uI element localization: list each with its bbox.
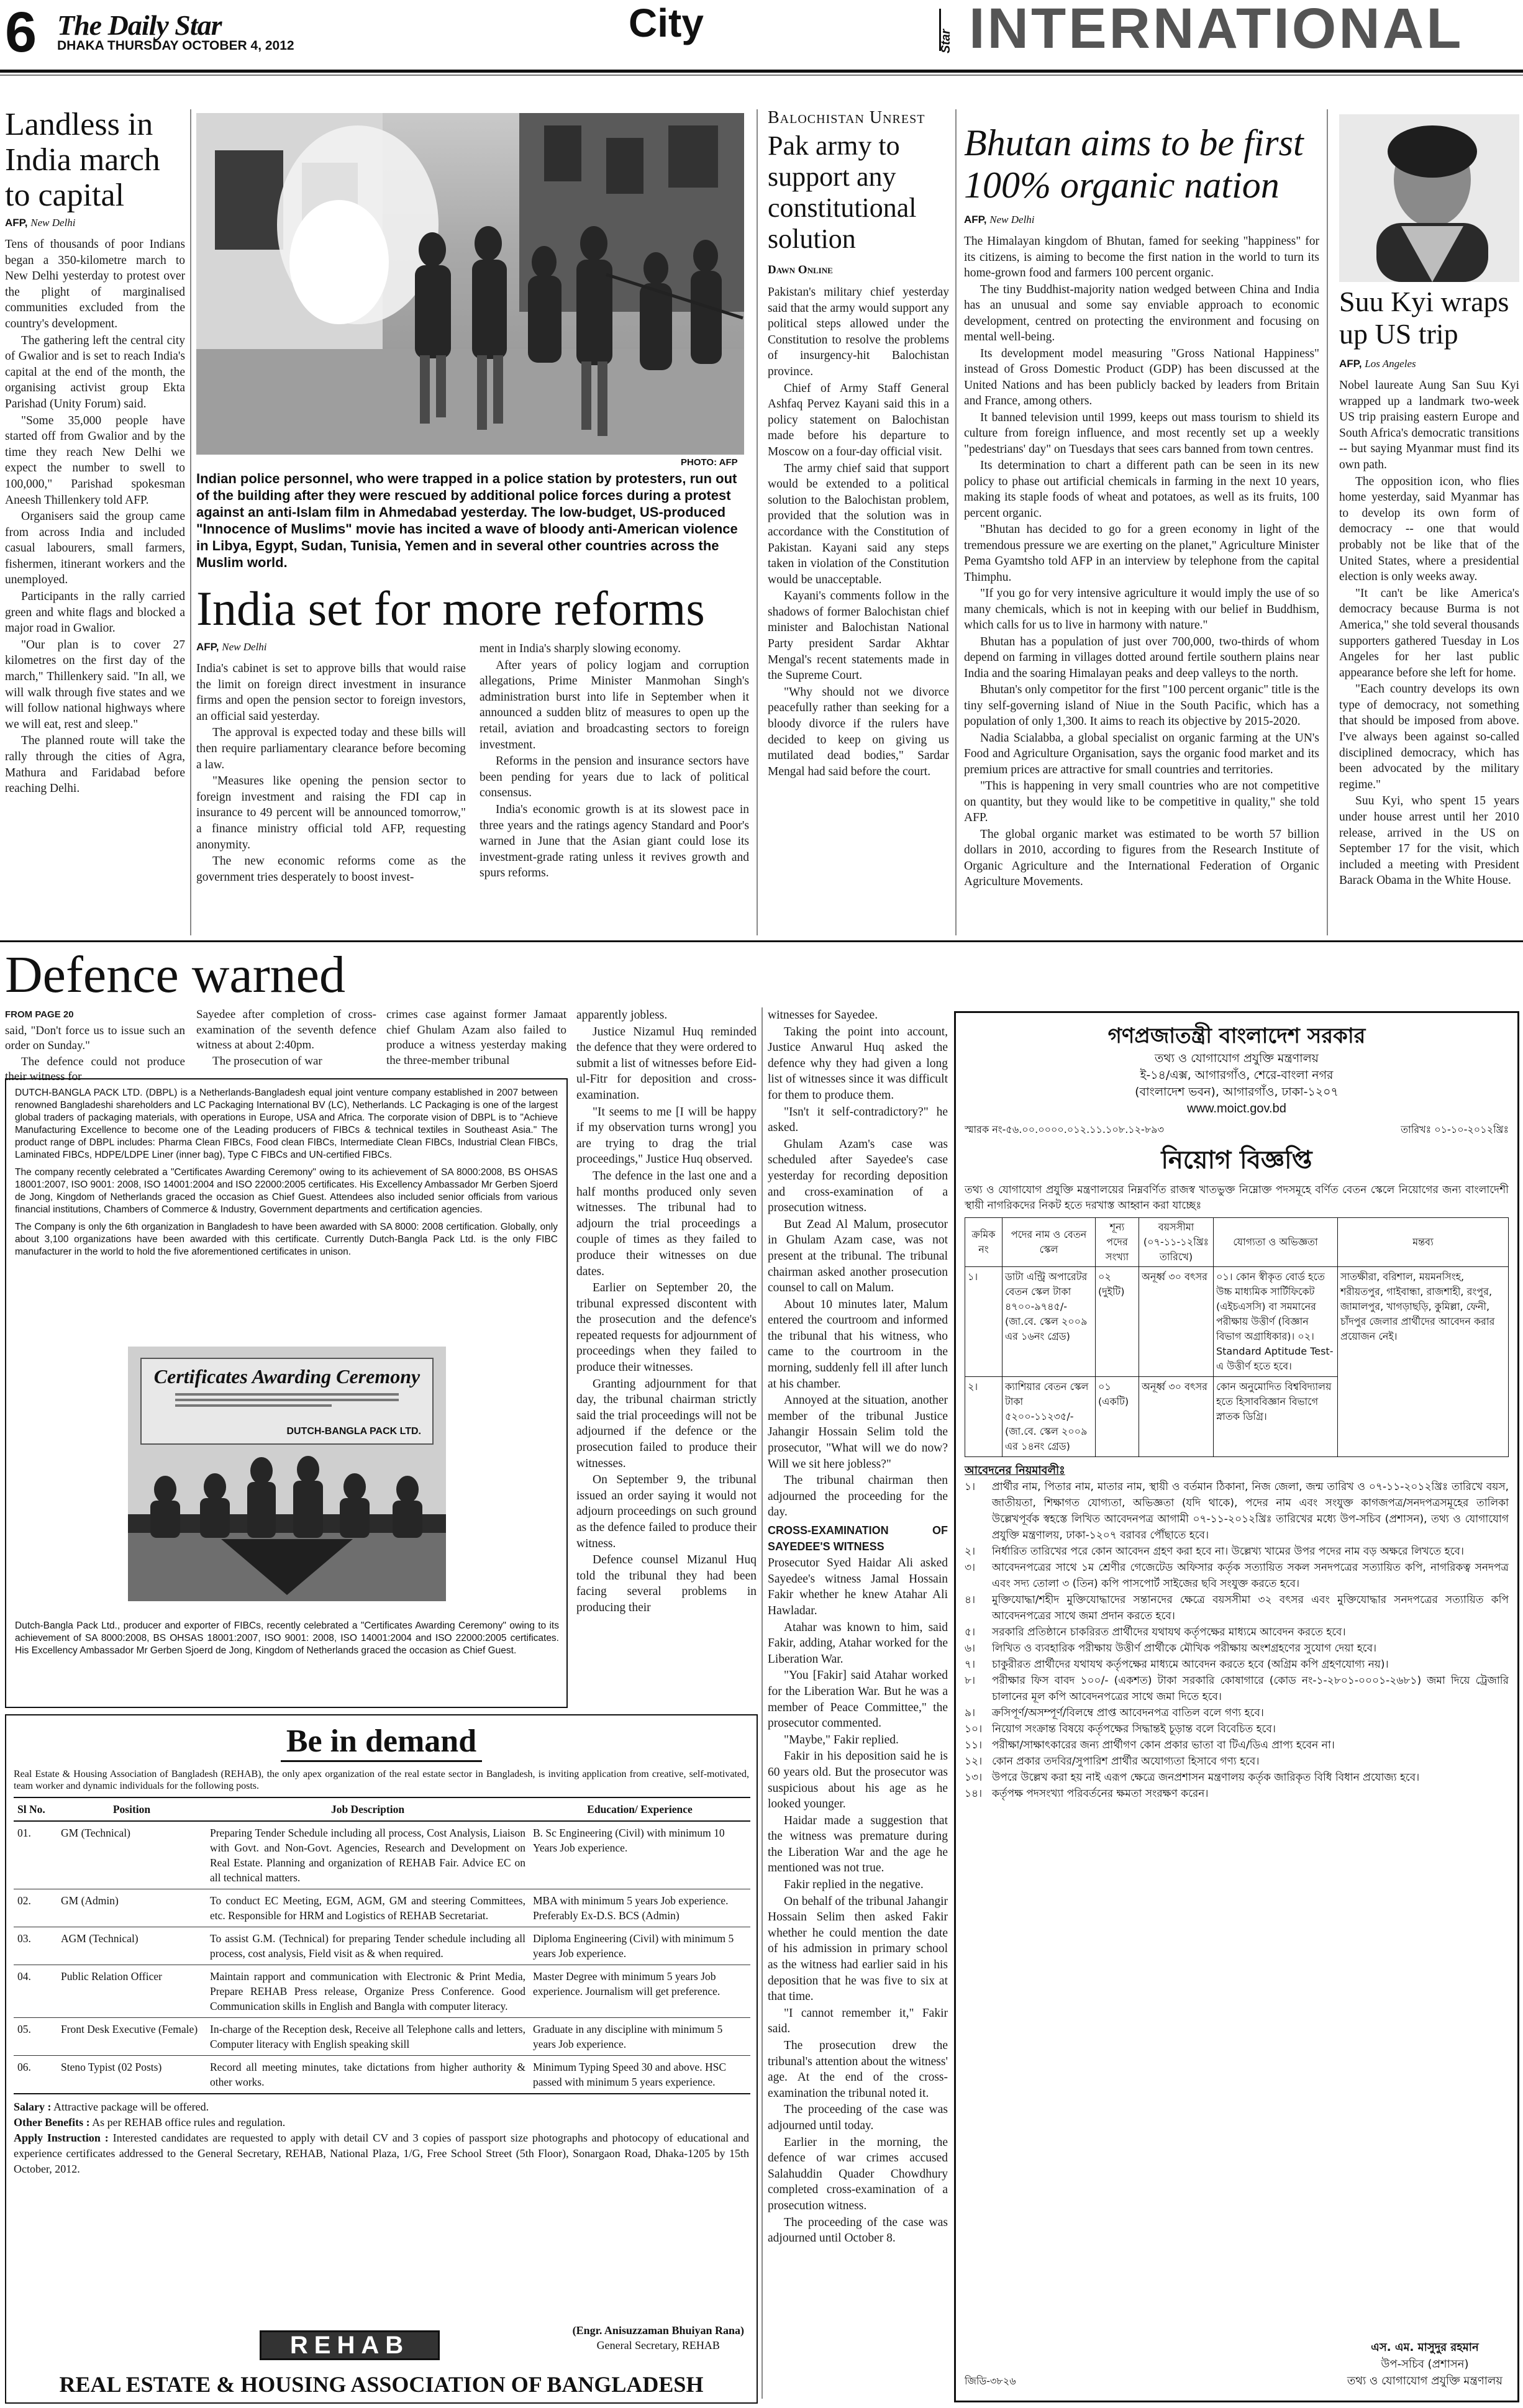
paragraph: Granting adjournment for that day, the tribunal chairman strictly said the trial proceedings will not be adjourned if the defence or the prosecution failed to produce their witnesses. [576,1377,757,1470]
body-suukyi [1339,378,1519,889]
col-header: ক্রমিক নং [965,1218,1002,1267]
news-photo-suukyi [1339,114,1519,282]
paragraph: "Isn't it self-contradictory?" he asked. [768,1105,948,1135]
portrait-illustration [1339,114,1519,282]
cell-edu: MBA with minimum 5 years Job experience. Preferably Ex-D.S. BCS (Admin) [533,1894,729,1922]
table-row [14,1927,750,1965]
notice-title: নিয়োগ বিজ্ঞপ্তি [1161,1146,1312,1174]
memo-date: তারিখঃ ০১-১০-২০১২খ্রিঃ [1401,1124,1509,1135]
paragraph: "You [Fakir] said Atahar worked for the Liberation War. But he was a member of Peace Committee," the prosecutor commented. [768,1669,948,1730]
cell-edu: Diploma Engineering (Civil) with minimum 5 years Job experience. [533,1932,734,1960]
rule-item: ১৩। উপরে উল্লেখ করা হয় নাই এরূপ ক্ষেত্রে জনপ্রশাসন মন্ত্রণালয় কর্তৃক জারিকৃত বিধি বিধান প্রযোজ্য হবে। [965,1771,1420,1784]
masthead [0,0,1523,101]
headline-reforms: India set for more reforms [196,581,705,635]
table-header-row [14,1797,750,1821]
paragraph: On September 9, the tribunal issued an order saying it would not adjourn proceedings on such ground as the defence failed to produce their witness. [576,1473,757,1550]
paragraph: "Each country develops its own type of democracy, not something that should be imposed from above. I've always been against so-called disciplined democracy, which has been advocated by the military regime." [1339,683,1519,791]
cell-post: ক্যাশিয়ার বেতন স্কেল টাকা ৫২০০-১১২৩৫/- (জা.বে. স্কেল ২০০৯ এর ১৪নং গ্রেড) [1002,1377,1096,1457]
rule-item: ১। প্রার্থীর নাম, পিতার নাম, মাতার নাম, স্থায়ী ও বর্তমান ঠিকানা, নিজ জেলা, জন্ম তারিখ ও ০৭-১১-২০১২খ্রিঃ তারিখে বয়স, জাতীয়তা, শিক্ষাগত যোগ্যতা, অভিজ্ঞতা (যদি থাকে), পদের নাম এবং সংযুক্ত কাগজপত্র/সনদপত্রসমূহের তালিকা উল্লেখপূর্বক স্বহস্তে লিখিত আবেদনপত্র আগামী ০৭-১১-২০১২খ্রিঃ তারিখের মধ্যে উপ-সচিব (প্রশাসন), তথ্য ও যোগাযোগ প্রযুক্তি মন্ত্রণালয়, ঢাকা-১২০৭ বরাবর পৌঁছাতে হবে। [965,1481,1509,1542]
table-row [965,1267,1509,1377]
govt-ministry: তথ্য ও যোগাযোগ প্রযুক্তি মন্ত্রণালয় [1155,1052,1319,1065]
paragraph: The gathering left the central city of Gwalior and is set to reach India's capital at the end of the month, the organising activist group Ekta Parishad (Unity Forum) said. [5,334,185,411]
byline-agency: AFP, [964,214,987,225]
rule-item: ৩। আবেদনপত্রের সাথে ১ম শ্রেণীর গেজেটেড অফিসার কর্তৃক সত্যায়িত সকল সনদপত্রের সত্যায়িত কপি, নাগরিকত্ব সনদপত্র এবং সদ্য তোলা ৩ (তিন) কপি পাসপোর্ট সাইজের ছবি সংযুক্ত করতে হবে। [965,1561,1509,1590]
table-row [14,2056,750,2094]
rule-item: ৪। মুক্তিযোদ্ধা/শহীদ মুক্তিযোদ্ধাদের সন্তানদের ক্ষেত্রে বয়সসীমা ৩২ বৎসর এবং মুক্তিযোদ্ধার সনদপত্রের সত্যায়িত কপি আবেদনপত্রের সাথে জমা প্রদান করতে হবে। [965,1594,1509,1622]
rule-item: ১০। নিয়োগ সংক্রান্ত বিষয়ে কর্তৃপক্ষের সিদ্ধান্তই চূড়ান্ত বলে বিবেচিত হবে। [965,1723,1276,1735]
col-header-sl: Sl No. [17,1803,45,1815]
paragraph: "It can't be like America's democracy because Burma is not America," she told several thousands supporters gathered Tuesday in Los Angeles for her last public appearance before she left for home. [1339,586,1519,679]
byline-place: New Delhi [222,641,267,653]
body-reforms-col2 [480,641,749,886]
star-mark-label: Star [939,29,953,53]
column-divider [762,1007,763,2399]
paragraph: Suu Kyi, who spent 15 years under house arrest until her 2010 release, arrived in the US on September 17 for the visit, which included a meeting with President Barack Obama in the White House. [1339,794,1519,888]
masthead-rule-thin [0,75,1523,76]
paragraph: Kayani's comments follow in the shadows of former Balochistan chief minister and Balochistan National Party president Sardar Akhtar Mengal's recent statements made in the Supreme Court. [768,589,949,683]
rehab-title-underline [281,1760,482,1762]
paragraph: Justice Nizamul Huq reminded the defence that they were ordered to submit a list of witnesses before Eid-ul-Fitr for deposition and cross-examination. [576,1025,757,1102]
benefits-line [14,2115,749,2130]
salary-line [14,2099,749,2115]
paragraph: India's economic growth is at its slowest pace in three years and the ratings agency Standard and Poor's warned in June that the Asian giant could lose its investment-grade rating unless it revives growth and spurs reforms. [480,802,749,880]
table-row [14,2018,750,2056]
paragraph: About 10 minutes later, Malum entered the courtroom and informed the tribunal that his witness, who came to the courtroom in the morning, suddenly fell ill after lunch at his chamber. [768,1297,948,1391]
defence-top-col3 [386,1007,566,1069]
paragraph: After years of policy logjam and corruption allegations, Prime Minister Manmohan Singh's administration burst into life in September when it announced a sudden blitz of measures to open up the retail, aviation and broadcasting sectors to foreign investment. [480,658,749,752]
police-photo-illustration [196,113,744,455]
cell-position: GM (Admin) [61,1894,119,1907]
paragraph: The Himalayan kingdom of Bhutan, famed for seeking "happiness" for its citizens, is aiming to become the first nation in the world to turn its home-grown food and farmers 100 percent organic. [964,235,1319,279]
headline-suukyi: Suu Kyi wraps up US trip [1339,286,1509,350]
banner-title: Certificates Awarding Ceremony [153,1365,421,1388]
star-mark [939,9,962,51]
rehab-title: Be in demand [286,1724,477,1759]
paragraph: "Why should not we divorce peacefully rather than seeking for a bloody divorce if the rulers have decided to keep on giving us mutilated dead bodies," Sardar Mengal had said before the court. [768,685,949,778]
paragraph: India's cabinet is set to approve bills that would raise the limit on foreign direct investment in insurance firms and open the pension sector to foreign investors, an official said yesterday. [196,662,466,723]
column-divider [757,109,758,935]
rehab-intro: Real Estate & Housing Association of Bangladesh (REHAB), the only apex organization of the real estate sector in Bangladesh, is inviting application from creative, self-motivated, team worker and dynamic individuals for the following posts. [14,1769,749,1791]
col-header-position: Position [112,1803,151,1815]
paragraph: "If you go for very intensive agriculture it would imply the use of so many chemicals, which is not in keeping with our belief in Buddhism, which calls for us to live in harmony with nature." [964,587,1319,632]
photo-caption: Indian police personnel, who were trapped in a police station by protesters, run out of the building after they were rescued by additional police forces during a protest against an anti-Islam film in Ahmedabad yesterday. The low-budget, US-produced "Innocence of Muslims" movie has incited a wave of bloody anti-American violence in Libya, Egypt, Sudan, Tunisia, Yemen and in several other countries across the Muslim world. [196,471,738,570]
rehab-logo: REHAB [260,2330,440,2360]
byline-place: New Delhi [30,217,76,229]
salary-label: Salary : [14,2101,52,2113]
paragraph: Its development model measuring "Gross National Happiness" instead of Gross Domestic Product (GDP) has been discussed at the United Nations and has been publicly backed by leaders from Britain and France, among others. [964,347,1319,407]
signatory-title: General Secretary, REHAB [596,2339,720,2351]
paragraph: The new economic reforms come as the government tries desperately to boost invest- [196,855,466,884]
apply-label: Apply Instruction : [14,2132,109,2144]
rule-item: ৯। ক্রসিপূর্ণ/অসম্পূর্ণ/বিলম্বে প্রাপ্ত আবেদনপত্র বাতিল বলে গণ্য হবে। [965,1707,1264,1719]
paragraph: Reforms in the pension and insurance sectors have been pending for years due to lack of political consensus. [480,755,749,800]
rules-title: আবেদনের নিয়মাবলীঃ [965,1464,1065,1477]
article-landless [5,107,185,933]
byline-agency: AFP, [196,641,219,653]
column-divider [190,109,191,935]
table-row [14,1889,750,1927]
defence-col4 [576,1007,757,1709]
benefits-value: As per REHAB office rules and regulation. [92,2116,286,2129]
paragraph: Fakir in his deposition said he is 60 years old. But the prosecutor was suspicious about his age as he looked younger. [768,1750,948,1811]
govt-address-1: ই-১৪/এক্স, আগারগাঁও, শেরে-বাংলা নগর [1140,1068,1334,1082]
salary-value: Attractive package will be offered. [53,2101,209,2113]
cell-age: অনূর্ধ্ব ৩০ বৎসর [1139,1267,1214,1377]
rehab-footer: REAL ESTATE & HOUSING ASSOCIATION OF BANGLADESH [59,2372,704,2397]
byline-agency: AFP, [5,217,28,229]
cell-sl: ২। [965,1377,1002,1457]
col-header: মন্তব্য [1338,1218,1509,1267]
paragraph: Ghulam Azam's case was scheduled after Sayedee's case yesterday for recording deposition and cross-examination of a prosecution witness. [768,1137,948,1215]
paragraph: said, "Don't force us to issue such an order on Sunday." [5,1024,185,1052]
cell-job: Maintain rapport and communication with Electronic & Print Media, Prepare REHAB Press release, Organize Press Conference. Good Communication skills in English and Bangla with computer literacy. [210,1970,525,2012]
rule-item: ১২। কোন প্রকার তদবির/সুপারিশ প্রার্থীর অযোগ্যতা হিসাবে গণ্য হবে। [965,1755,1260,1768]
masthead-rule [0,70,1523,73]
paragraph: Nobel laureate Aung San Suu Kyi wrapped up a landmark two-week US trip praising eastern Europe and South Africa's democratic transitions -- but saying Myanmar must find its own path. [1339,379,1519,471]
govt-website[interactable]: www.moict.gov.bd [1187,1102,1286,1115]
article-suukyi [1339,286,1519,938]
cell-job: To assist G.M. (Technical) for preparing Tender schedule including all process, cost analysis, Field visit as & when required. [210,1932,525,1960]
cell-note: সাতক্ষীরা, বরিশাল, ময়মনসিংহ, শরীয়তপুর, গাইবান্ধা, রাজশাহী, রংপুর, জামালপুর, খাগড়াছড়ি, কুমিল্লা, ফেনী, চাঁদপুর জেলার প্রার্থীদের আবেদন করার প্রয়োজন নেই। [1338,1267,1509,1457]
rule-item: ১৪। কর্তৃপক্ষ পদসংখ্যা পরিবর্তনের ক্ষমতা সংরক্ষণ করেন। [965,1788,1209,1800]
byline-suukyi [1339,358,1519,370]
benefits-label: Other Benefits : [14,2116,90,2129]
cell-sl: ১। [965,1267,1002,1377]
signer-name: এস. এম. মাসুদুর রহমান [1371,2341,1479,2354]
body-landless [5,237,185,797]
paragraph: The global organic market was estimated to be worth 57 billion dollars in 2010, according to figures from the Research Institute of Organic Agriculture and the International Federation of Organic Agriculture Movements. [964,827,1319,888]
cell-edu: Minimum Typing Speed 30 and above. HSC passed with minimum 5 years experience. [533,2061,727,2088]
signer-ministry: তথ্য ও যোগাযোগ প্রযুক্তি মন্ত্রণালয় [1347,2374,1503,2388]
paragraph: Organisers said the group came from across India and included casual labourers, small farmers, fishermen, itinerant workers and the unemployed. [5,510,185,587]
memo-number: স্মারক নং-৫৬.০০.০০০০.০১২.১১.১০৮.১২-৮৯৩ [965,1124,1165,1135]
paragraph: It banned television until 1999, keeps out mass tourism to shield its culture from foreign influence, and most recently set up a weekly "pedestrians' day" on Tuesdays that sees cars banned from town centres. [964,411,1319,456]
paragraph: Taking the point into account, Justice Anwarul Huq asked the defence why they had given a long list of witnesses since it was difficult for them to produce them. [768,1025,948,1102]
byline-place: Los Angeles [1365,358,1416,370]
dfp-code: জিডি-৩৮২৬ [965,2375,1016,2387]
article-bhutan [964,122,1319,935]
paragraph: Earlier on September 20, the tribunal expressed discontent with the prosecution and the defence's repeated requests for adjournment of proceedings when they failed to produce their witnesses. [576,1281,757,1374]
paragraph: Haidar made a suggestion that the witness was premature during the Liberation War and the age he mentioned was not true. [768,1814,948,1875]
paragraph: Participants in the rally carried green and white flags and blocked a major road in Gwalior. [5,590,185,635]
article-reforms [196,583,750,937]
cell-edu: Graduate in any discipline with minimum 5 years Job experience. [533,2023,723,2050]
paper-name: The Daily Star [57,9,222,41]
byline-landless [5,217,185,229]
cell-qual: কোন অনুমোদিত বিশ্ববিদ্যালয় হতে হিসাববিজ্ঞান বিভাগে স্নাতক ডিগ্রি। [1214,1377,1338,1457]
body-bhutan [964,234,1319,890]
paragraph: "I cannot remember it," Fakir said. [768,2006,948,2036]
headline-bhutan: Bhutan aims to be first 100% organic nation [964,122,1304,206]
byline-reforms [196,641,466,653]
cell-sl: 06. [17,2061,31,2073]
memo-line [965,1121,1509,1138]
cell-count: ০২ (দুইটি) [1096,1267,1139,1377]
paragraph: "Some 35,000 people have started off from Gwalior and by the time they reach New Delhi we expect the number to swell to 100,000," Parishad spokesman Aneesh Thillenkery told AFP. [5,414,185,507]
cell-job: To conduct EC Meeting, EGM, AGM, GM and steering Committees, etc. Responsible for HRM and Logistics of REHAB Secretariat. [210,1894,525,1922]
rehab-job-table [14,1797,750,2094]
cell-count: ০১ (একটি) [1096,1377,1139,1457]
paragraph: apparently jobless. [576,1009,668,1022]
paragraph: ment in India's sharply slowing economy. [480,642,681,655]
section-rule [0,940,1523,942]
cell-position: Steno Typist (02 Posts) [61,2061,162,2073]
cell-position: GM (Technical) [61,1827,130,1839]
dbl-ad-text [15,1087,558,1258]
paragraph: The opposition icon, who flies home yesterday, said Myanmar has to develop its own form of democracy -- one that would probably not be like that of the United States, where a presidential election is only weeks away. [1339,475,1519,584]
govt-signer [1347,2339,1503,2389]
byline-agency: AFP, [1339,358,1362,370]
paragraph: The tribunal chairman then adjourned the proceeding for the day. [768,1474,948,1519]
ceremony-people-illustration [128,1446,446,1601]
paragraph: Sayedee after completion of cross-examination of the seventh defence witness at about 2:40pm. [196,1008,376,1052]
kicker-balochistan: Balochistan Unrest [768,108,925,127]
rule-item: ৫। সরকারি প্রতিষ্ঠানে চাকরিরত প্রার্থীদের যথাযথ কর্তৃপক্ষের মাধ্যমে আবেদন করতে হবে। [965,1626,1346,1638]
paragraph: "Bhutan has decided to go for a green economy in light of the tremendous pressure we are exerting on the planet," Agriculture Minister Pema Gyamtsho told AFP in an interview by telephone from the capital Thimphu. [964,523,1319,584]
paragraph: Nadia Scialabba, a global specialist on organic farming at the UN's Food and Agriculture Organisation, says the organic food market and its premium prices are attractive for small countries and territories. [964,731,1319,776]
paragraph: "Measures like opening the pension sector to foreign investment and raising the FDI cap in insurance to 49 percent will be announced tomorrow," a finance ministry official told AFP, requesting anonymity. [196,775,466,852]
ad-govt-recruitment [954,1011,1519,2402]
cell-post: ডাটা এন্ট্রি অপারেটর বেতন স্কেল টাকা ৪৭০০-৯৭৪৫/- (জা.বে. স্কেল ২০০৯ এর ১৬নং গ্রেড) [1002,1267,1096,1377]
govt-post-table [965,1217,1509,1457]
cell-job: In-charge of the Reception desk, Receive all Telephone calls and letters, Computer literacy with English speaking skill [210,2023,525,2050]
body-reforms-col1 [196,661,466,885]
ad-rehab [5,1714,758,2404]
rules-list [965,1479,1509,1802]
cell-qual: ০১। কোন স্বীকৃত বোর্ড হতে উচ্চ মাধ্যমিক সার্টিফিকেট (এইচএসসি) বা সমমানের পরীক্ষায় উত্তীর্ণ (বিজ্ঞান বিভাগ অগ্রাধিকার)। ০২। Standard Aptitude Test-এ উত্তীর্ণ হতে হবে। [1214,1267,1338,1377]
defence-top-col2 [196,1007,376,1070]
apply-line [14,2130,749,2177]
paragraph: The defence in the last one and a half months produced only seven witnesses. The tribunal had to adjourn the trial proceedings a couple of times as they failed to produce their witnesses on due dates. [576,1169,757,1278]
paragraph: Atahar was known to him, said Fakir, adding, Atahar worked for the Liberation War. [768,1620,948,1666]
rehab-terms [14,2099,749,2177]
defence-top-col1 [5,1007,185,1086]
paragraph: The planned route will take the rally through the cities of Agra, Mathura and Faridabad before reaching Delhi. [5,734,185,796]
dateline: DHAKA THURSDAY OCTOBER 4, 2012 [57,39,294,53]
body-balochistan [768,284,949,779]
col-header: পদের নাম ও বেতন স্কেল [1002,1218,1096,1267]
ceremony-banner [140,1358,434,1445]
paragraph: The prosecution drew the tribunal's attention about the witness' age. At the end of the cross-examination the tribunal noted it. [768,2039,948,2100]
paragraph: crimes case against former Jamaat chief Ghulam Azam also failed to produce a witness yesterday making the three-member tribunal [386,1008,566,1067]
paragraph: witnesses for Sayedee. [768,1009,878,1022]
cell-sl: 05. [17,2023,31,2035]
column-divider [955,109,957,935]
paragraph: Its determination to chart a different path can be seen in its new policy to phase out artificial chemicals in farming in the next 10 years, making its staple foods of wheat and potatoes, as well as its fruits, 100 percent organic. [964,459,1319,520]
paragraph: The proceeding of the case was adjourned until October 8. [768,2215,948,2245]
dbl-para-3: The Company is only the 6th organization in Bangladesh to have been awarded with SA 8000: 2008 certification. Globally, only about 3,100 organizations have been awarded with this certificate. Currently Dutch-Bangla Pack Ltd. is the only FIBC manufacturer in the world to hold the five aforementioned certificates in unison. [15,1222,558,1257]
cell-job: Record all meeting minutes, take dictations from higher authority & other works. [210,2061,525,2088]
cell-sl: 01. [17,1827,31,1839]
cell-position: AGM (Technical) [61,1932,139,1945]
cell-position: Front Desk Executive (Female) [61,2023,198,2035]
rehab-signatory [573,2323,744,2353]
signatory-name: (Engr. Anisuzzaman Bhuiyan Rana) [572,2324,744,2337]
col-header: বয়সসীমা (০৭-১১-১২খ্রিঃ তারিখে) [1139,1218,1214,1267]
paragraph: The approval is expected today and these bills will then require parliamentary clearance before becoming a law. [196,726,466,771]
cell-sl: 02. [17,1894,31,1907]
col-header-job: Job Description [330,1803,405,1815]
column-divider [1327,109,1328,935]
cell-sl: 03. [17,1932,31,1945]
paragraph: Defence counsel Mizanul Huq told the tribunal they had been facing several problems in producing their [576,1553,757,1614]
paragraph: The proceeding of the case was adjourned until today. [768,2103,948,2132]
col-header: শূন্য পদের সংখ্যা [1096,1218,1139,1267]
paragraph: Earlier in the morning, the defence of war crimes accused Salahuddin Quader Chowdhury completed cross-examination of a prosecution witness. [768,2135,948,2212]
subhead-cross-examination: CROSS-EXAMINATION OF SAYEDEE'S WITNESS [768,1524,948,1553]
dbl-para-2: The company recently celebrated a "Certificates Awarding Ceremony" owing to its achievement of SA 8000:2008, BS OHSAS 18001:2007, ISO 9001: 2008, ISO 14001:2004 and ISO 22000:2005 certificates. His Excellency Ambassador Mr Gerben Sjoerd de Jong, Kingdom of Netherlands graced the occasion as Chief Guest. Attendees also included senior officials from various financial institutions, Chambers of Commerce & Industry, Government departments and certification agencies. [15,1167,558,1215]
govt-address-2: (বাংলাদেশ ভবন), আগারগাঁও, ঢাকা-১২০৭ [1135,1085,1339,1099]
cell-position: Public Relation Officer [61,1970,162,1983]
dbl-ceremony-photo [128,1347,446,1601]
photo-credit: PHOTO: AFP [681,457,738,468]
dbl-para-1: DUTCH-BANGLA PACK LTD. (DBPL) is a Netherlands-Bangladesh equal joint venture company established in 2007 between renowned Bangladeshi shareholders and LC Packaging International BV (LC), Netherlands. LC Packaging is one of the largest global traders of packaging materials, with operations in Europe, USA and Africa. The corporate vision of DBPL is to "Achieve Manufacturing Excellence to become one of the Leading producers of FIBCs & technical textiles in Southeast Asia." The product range of DBPL includes: Pharma Clean FIBCs, Food clean FIBCs, Intermediate Clean FIBCs, Industrial Clean FIBCs, Laminated FIBCs, HDPE/LDPE Liner (inner bag), Type C FIBCs and UN-certified FIBCs. [15,1088,558,1160]
table-row [14,1821,750,1889]
paragraph: The army chief said that support would be extended to a political solution to the Balochistan problem, provided that the solution was in accordance with the Constitution of Pakistan. Kayani said any steps taken in violation of the Constitution would be unacceptable. [768,461,949,586]
table-row [14,1965,750,2018]
rule-item: ৭। চাকুরীরত প্রার্থীদের যথাযথ কর্তৃপক্ষের মাধ্যমে আবেদন করতে হবে (অগ্রিম কপি গ্রহণযোগ্য নয়)। [965,1658,1389,1671]
rule-item: ২। নির্ধারিত তারিখের পরে কোন আবেদন গ্রহণ করা হবে না। উল্লেখ্য খামের উপর পদের নাম বড় অক্ষরে লিখতে হবে। [965,1545,1464,1558]
dbl-photo-caption: Dutch-Bangla Pack Ltd., producer and exporter of FIBCs, recently celebrated a "Certificates Awarding Ceremony" owing to its achievement of SA 8000:2008, BS OHSAS 18001:2007, ISO 9001: 2008, ISO 14001:2004 and ISO 22000:2005 certificates. His Excellency Ambassador Mr Gerben Sjoerd de Jong, Kingdom of Netherlands graced the occasion as Chief Guest. [15,1620,559,1656]
paragraph: The prosecution of war [212,1054,322,1068]
headline-balochistan: Pak army to support any constitutional solution [768,130,917,254]
article-balochistan [768,108,949,934]
paragraph: Bhutan has a population of just over 700,000, two-thirds of whom depend on farming in villages dotted around fertile southern plains near India and the soaring Himalayan peaks and deep valleys to the north. [964,635,1319,680]
page-number: 6 [5,1,37,64]
section-city: City [629,1,704,45]
headline-defence: Defence warned [5,946,345,1004]
apply-value: Interested candidates are requested to apply with detail CV and 3 copies of passport size photographs and photocopy of educational and experience certificates addressed to the General Secretary, REHAB, National Plaza, 1/G, Free School Street (5th Floor), Sonargaon Road, Dhaka-1205 by 15th October, 2012. [14,2132,749,2175]
paragraph: Prosecutor Syed Haidar Ali asked Sayedee's witness Jamal Hossain Fakir whether he knew Atahar Ali Hawladar. [768,1556,948,1617]
byline-bhutan [964,214,1319,226]
col-header: যোগ্যতা ও অভিজ্ঞতা [1214,1218,1338,1267]
paragraph: The defence could not produce their witness for [5,1055,185,1083]
paragraph: Bhutan's only competitor for the first "100 percent organic" title is the tiny self-governing island of Niue in the South Pacific, which has a population of only 1,300. It aims to reach its objective by 2015-2020. [964,683,1319,728]
paragraph: "It seems to me [I will be happy if my observation turns wrong] you are trying to drag the trial proceedings," Justice Huq observed. [576,1105,757,1166]
ad-dutch-bangla [5,1078,568,1708]
signer-title: উপ-সচিব (প্রশাসন) [1381,2358,1469,2371]
paragraph: The tiny Buddhist-majority nation wedged between China and India has an unusual and some say enviable approach to economic development, centred on protecting the environment and focusing on mental well-being. [964,283,1319,343]
col-header-edu: Education/ Experience [587,1803,693,1815]
rule-item: ১১। পরীক্ষা/সাক্ষাৎকারের জন্য প্রার্থীগণ কোন প্রকার ভাতা বা টিএ/ডিএ প্রাপ্য হবেন না। [965,1739,1335,1751]
paragraph: "Our plan is to cover 27 kilometres on the first day of the march," Thillenkery said. "In all, we will walk through five states and we will follow national highways where we will eat, rest and sleep." [5,638,185,731]
byline-place: New Delhi [989,214,1035,225]
defence-col5 [768,1007,948,2405]
paragraph: Tens of thousands of poor Indians began a 350-kilometre march to New Delhi yesterday to protest over the plight of marginalised communities excluded from the country's development. [5,238,185,330]
byline-balochistan: Dawn Online [768,263,833,276]
govt-title: গণপ্রজাতন্ত্রী বাংলাদেশ সরকার [1107,1024,1366,1048]
cell-edu: Master Degree with minimum 5 years Job experience. Journalism will get preference. [533,1970,721,1997]
paragraph: "Maybe," Fakir replied. [784,1733,899,1747]
paragraph: On behalf of the tribunal Jahangir Hossain Selim then asked Fakir whether he could mention the date of his admission in primary school as the witness had earlier said in his deposition that he was five to six at that time. [768,1894,948,2004]
rule-item: ৬। লিখিত ও ব্যবহারিক পরীক্ষায় উত্তীর্ণ প্রার্থীকে মৌখিক পরীক্ষায় অংশগ্রহণের সুযোগ দেয়া হবে। [965,1642,1377,1655]
paragraph: But Zead Al Malum, prosecutor in Ghulam Azam case, was not present at the tribunal. The tribunal chairman asked another prosecution counsel to call on Malum. [768,1217,948,1295]
cell-edu: B. Sc Engineering (Civil) with minimum 10 Years Job experience. [533,1827,725,1854]
banner-subtext-lines [175,1393,399,1407]
rule-item: ৮। পরীক্ষার ফিস বাবদ ১০০/- (একশত) টাকা সরকারি কোষাগারে (কোড নং-১-২৮০১-০০০১-২৬৮১) জমা দিয়ে ট্রেজারি চালানের মূল কপি আবেদনপত্রের সাথে জমা দিতে হবে। [965,1674,1509,1703]
paragraph: Pakistan's military chief yesterday said that the army would support any political steps allowed under the Constitution to resolve the problems of insurgency-hit Balochistan province. [768,286,949,378]
paragraph: Chief of Army Staff General Ashfaq Pervez Kayani said this in a policy statement on Balochistan made before his departure to Moscow on a four-day official visit. [768,381,949,458]
paragraph: Annoyed at the situation, another member of the tribunal Justice Jahangir Hossain Selim told the prosecutor, "What will we do now? Will we sit here jobless?" [768,1394,948,1471]
paragraph: "This is happening in very small countries who are not competitive on quantity, but they would like to be competitive in quality," she told AFP. [964,779,1319,824]
news-photo-police [196,113,744,455]
banner-company: DUTCH-BANGLA PACK LTD. [286,1426,421,1437]
cell-age: অনূর্ধ্ব ৩০ বৎসর [1139,1377,1214,1457]
cell-job: Preparing Tender Schedule including all process, Cost Analysis, Liaison with Govt. and Non-Govt. Agencies, Research and Development on Real Estate. Planning and organization of REHAB Fair. Advice EC on all technical matters. [210,1827,525,1884]
notice-intro: তথ্য ও যোগাযোগ প্রযুক্তি মন্ত্রণালয়ের নিম্নবর্ণিত রাজস্ব খাতভুক্ত নিম্নোক্ত পদসমূহে বর্ণিত বেতন স্কেলে নিয়োগের জন্য বাংলাদেশী স্থায়ী নাগরিকদের নিকট হতে দরখাস্ত আহ্বান করা যাচ্ছেঃ [965,1184,1509,1212]
paragraph: Fakir replied in the negative. [784,1878,924,1892]
from-page: FROM PAGE 20 [5,1009,74,1020]
headline-landless: Landless in India march to capital [5,107,160,213]
cell-sl: 04. [17,1970,31,1983]
section-international: INTERNATIONAL [969,0,1464,60]
